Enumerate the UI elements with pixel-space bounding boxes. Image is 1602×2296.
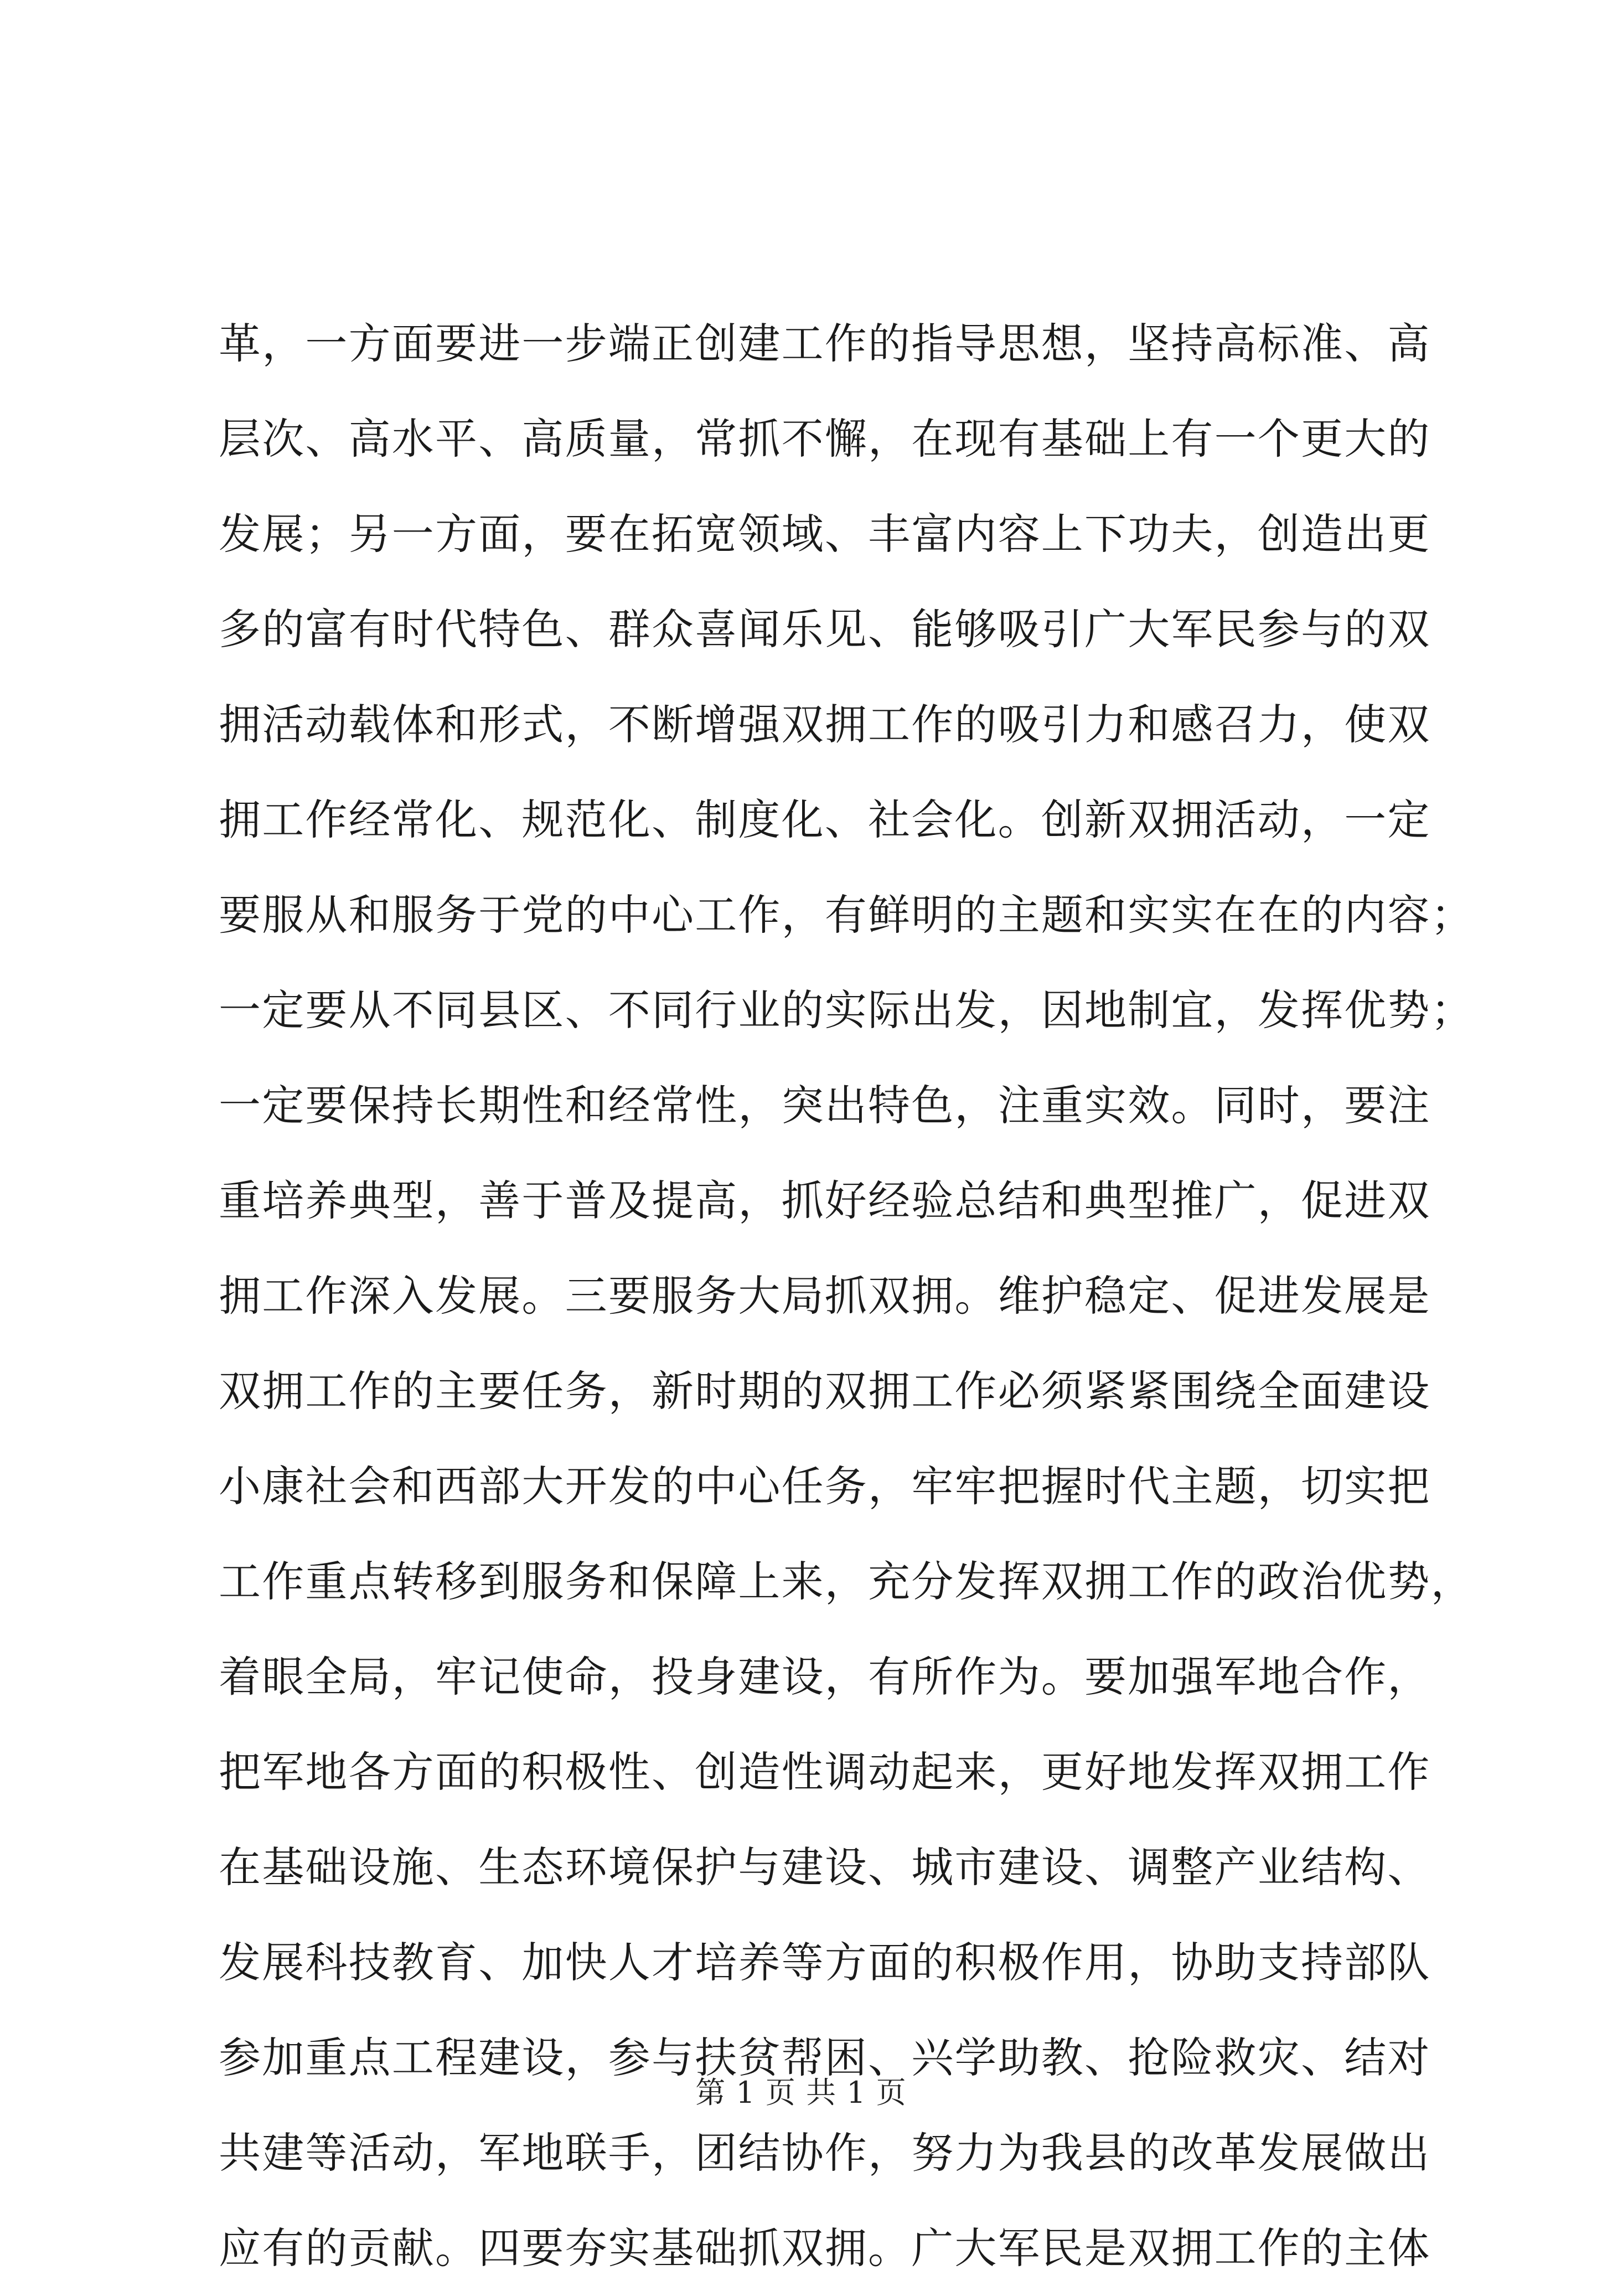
text-line: 着眼全局，牢记使命，投身建设，有所作为。要加强军地合作， xyxy=(219,1652,1431,1701)
text-line: 双拥工作的主要任务，新时期的双拥工作必须紧紧围绕全面建设 xyxy=(219,1366,1431,1416)
text-line: 拥工作经常化、规范化、制度化、社会化。创新双拥活动，一定 xyxy=(219,795,1431,844)
text-line: 发展；另一方面，要在拓宽领域、丰富内容上下功夫，创造出更 xyxy=(219,509,1431,559)
text-line: 共建等活动，军地联手，团结协作，努力为我县的改革发展做出 xyxy=(219,2128,1431,2178)
text-line: 发展科技教育、加快人才培养等方面的积极作用，协助支持部队 xyxy=(219,1938,1431,1987)
text-line: 层次、高水平、高质量，常抓不懈，在现有基础上有一个更大的 xyxy=(219,414,1431,463)
text-line: 重培养典型，善于普及提高，抓好经验总结和典型推广，促进双 xyxy=(219,1176,1431,1225)
text-line: 革，一方面要进一步端正创建工作的指导思想，坚持高标准、高 xyxy=(219,319,1431,368)
text-line: 一定要从不同县区、不同行业的实际出发，因地制宜，发挥优势； xyxy=(219,986,1474,1035)
page-number-label: 第 1 页 共 1 页 xyxy=(695,2075,907,2110)
text-line: 小康社会和西部大开发的中心任务，牢牢把握时代主题，切实把 xyxy=(219,1462,1431,1511)
text-line: 多的富有时代特色、群众喜闻乐见、能够吸引广大军民参与的双 xyxy=(219,605,1431,654)
text-line: 在基础设施、生态环境保护与建设、城市建设、调整产业结构、 xyxy=(219,1843,1431,1892)
text-line: 把军地各方面的积极性、创造性调动起来，更好地发挥双拥工作 xyxy=(219,1747,1431,1797)
text-line: 要服从和服务于党的中心工作，有鲜明的主题和实实在在的内容； xyxy=(219,890,1474,940)
text-line: 应有的贡献。四要夯实基础抓双拥。广大军民是双拥工作的主体 xyxy=(219,2223,1431,2273)
text-line: 一定要保持长期性和经常性，突出特色，注重实效。同时，要注 xyxy=(219,1081,1431,1130)
text-line: 拥活动载体和形式，不断增强双拥工作的吸引力和感召力，使双 xyxy=(219,700,1431,749)
text-line: 参加重点工程建设，参与扶贫帮困、兴学助教、抢险救灾、结对 xyxy=(219,2033,1431,2082)
text-line: 拥工作深入发展。三要服务大局抓双拥。维护稳定、促进发展是 xyxy=(219,1271,1431,1320)
page-footer xyxy=(0,2073,1602,2112)
text-line: 工作重点转移到服务和保障上来，充分发挥双拥工作的政治优势， xyxy=(219,1557,1474,1606)
body-text xyxy=(219,296,1474,2296)
